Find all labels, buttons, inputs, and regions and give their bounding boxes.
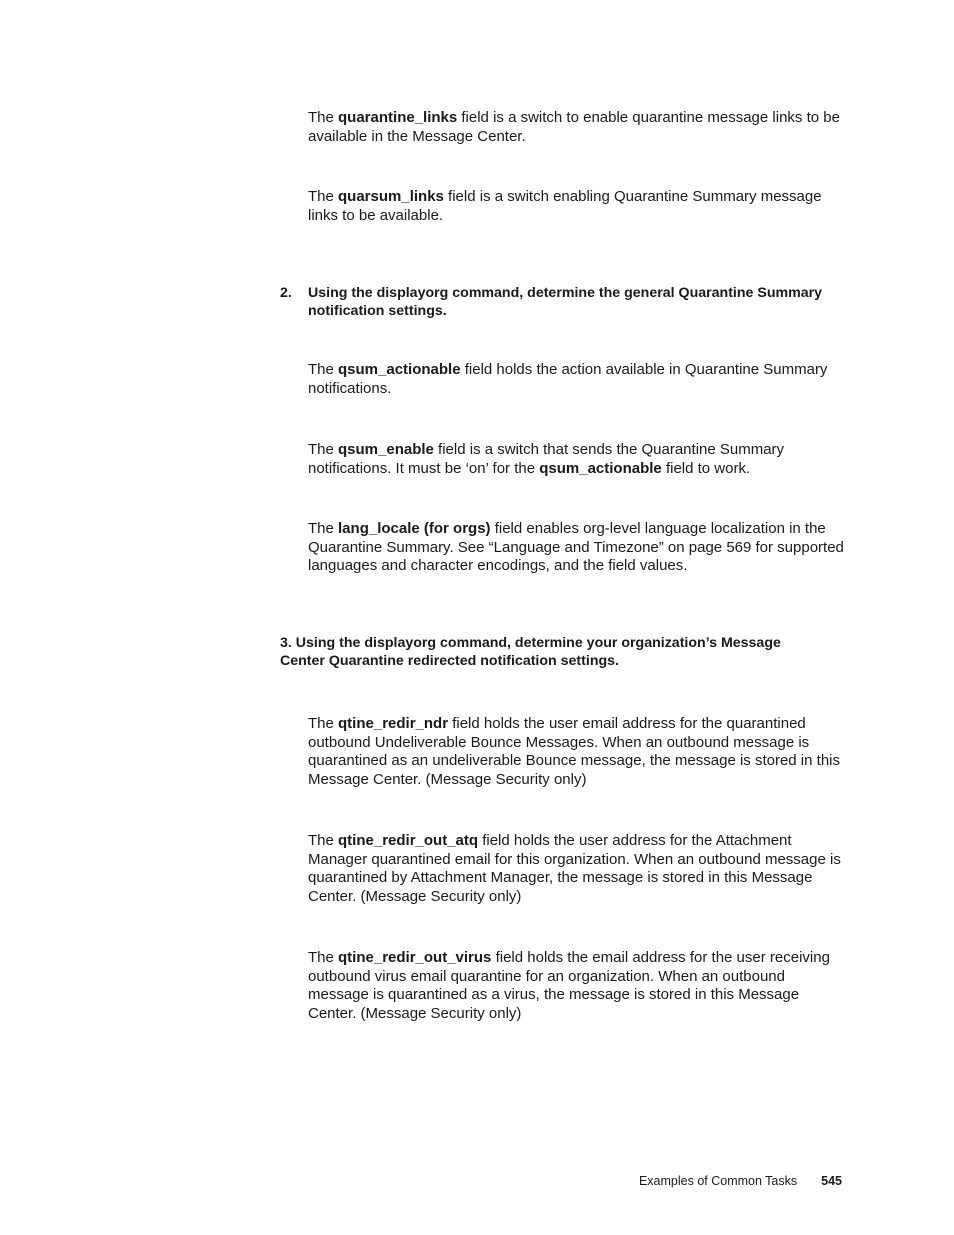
field-name: qtine_redir_ndr	[338, 715, 449, 732]
text: field enables org-level language localization in the Quarantine Summary. See “Language and Timezone” on page 569 for supported languages and character encodings, and the field values.	[308, 520, 844, 575]
step-text: 3. Using the displayorg command, determine your organization’s Message Center Quarantine redirected notification settings.	[280, 635, 781, 670]
step-number: 2.	[280, 285, 292, 301]
field-name: qsum_enable	[338, 441, 434, 458]
paragraph-qtine-redir-out-atq	[308, 832, 844, 907]
text: field holds the email address for the user receiving outbound virus email quarantine for an organization. When an outbound message is quarantined as a virus, the message is stored in this Message Center. (Message Security only)	[308, 949, 830, 1023]
field-name: qsum_actionable	[338, 361, 461, 378]
text: The	[308, 188, 339, 205]
step-2-heading	[280, 284, 845, 321]
page-number: 545	[821, 1174, 842, 1188]
text: The	[308, 441, 339, 458]
text: field is a switch to enable quarantine message links to be available in the Message Center.	[308, 109, 840, 145]
text: field holds the user address for the Attachment Manager quarantined email for this organization. When an outbound message is quarantined by Attachment Manager, the message is stored in this Message Center. (Message Security only)	[308, 832, 841, 906]
text: The	[308, 949, 339, 966]
paragraph-qsum-enable	[308, 441, 844, 478]
paragraph-qsum-actionable	[308, 361, 844, 398]
text: field to work.	[661, 459, 751, 477]
paragraph-quarsum-links	[308, 188, 844, 225]
text: field is a switch that sends the Quarantine Summary notifications. It must be ‘on’ for the	[308, 441, 785, 477]
text: The	[308, 715, 339, 732]
step-text: Using the displayorg command, determine the general Quarantine Summary notification settings.	[308, 285, 823, 320]
paragraph-lang-locale	[308, 520, 844, 576]
field-name: qtine_redir_out_virus	[338, 949, 492, 966]
paragraph-qtine-redir-out-virus	[308, 949, 844, 1024]
page-footer	[560, 1173, 842, 1189]
text: The	[308, 109, 339, 126]
field-name: lang_locale (for orgs)	[338, 520, 491, 537]
step-3-heading	[280, 634, 820, 671]
text: field holds the user email address for the quarantined outbound Undeliverable Bounce Messages. When an outbound message is quarantined as an undeliverable Bounce message, the message is stored in this Message Center. (Message Security only)	[308, 715, 840, 789]
field-name: quarsum_links	[338, 188, 444, 205]
text: field holds the action available in Quarantine Summary notifications.	[308, 361, 828, 397]
text: The	[308, 520, 339, 537]
text: field is a switch enabling Quarantine Summary message links to be available.	[308, 188, 822, 224]
text: The	[308, 361, 339, 378]
field-name: quarantine_links	[338, 109, 458, 126]
text: The	[308, 832, 339, 849]
field-name: qtine_redir_out_atq	[338, 832, 479, 849]
footer-section-title: Examples of Common Tasks	[638, 1174, 798, 1188]
paragraph-quarantine-links	[308, 109, 844, 146]
field-name: qsum_actionable	[539, 459, 662, 477]
paragraph-qtine-redir-ndr	[308, 715, 844, 790]
